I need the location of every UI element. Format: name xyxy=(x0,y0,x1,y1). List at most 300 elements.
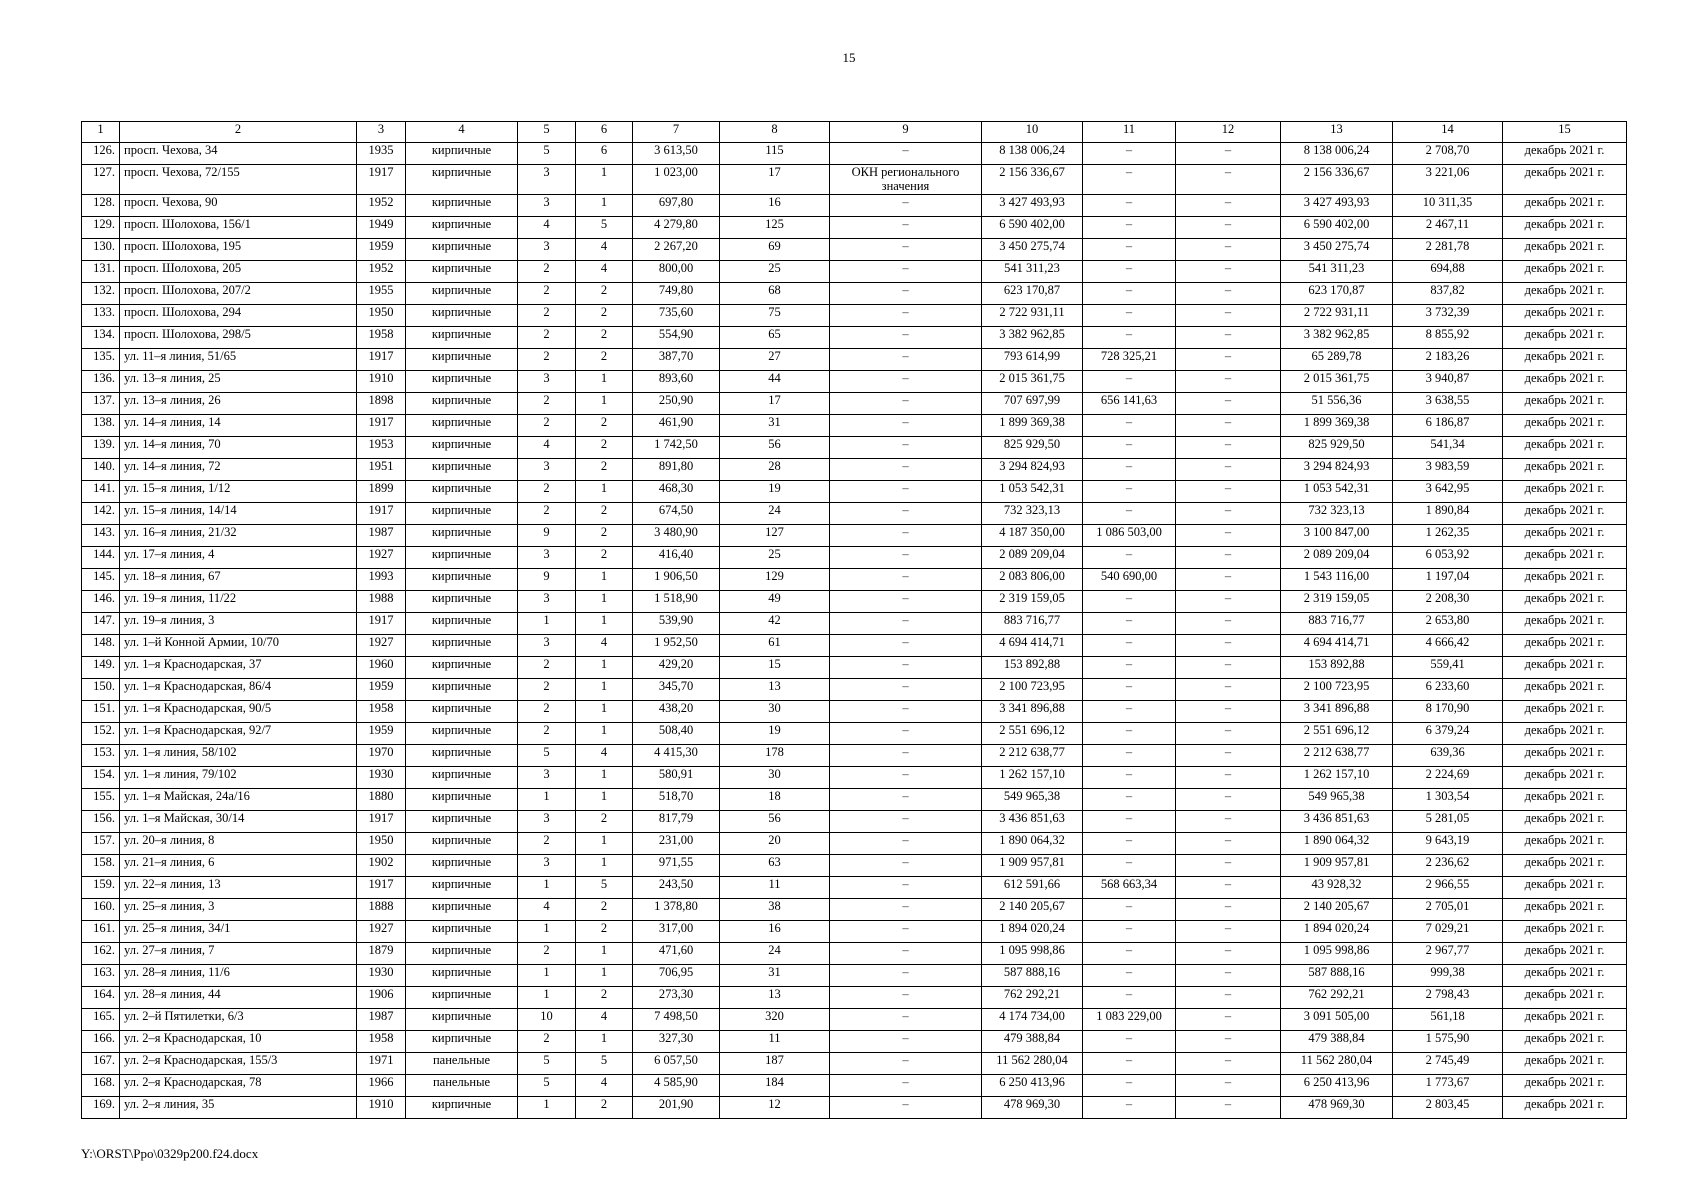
cell-col-3: 1917 xyxy=(357,810,406,832)
cell-col-1: 156. xyxy=(82,810,120,832)
cell-col-1: 155. xyxy=(82,788,120,810)
cell-col-4: кирпичные xyxy=(406,964,518,986)
cell-col-8: 42 xyxy=(720,612,830,634)
cell-col-11: – xyxy=(1083,656,1176,678)
cell-col-3: 1951 xyxy=(357,458,406,480)
cell-col-7: 518,70 xyxy=(633,788,720,810)
cell-col-3: 1917 xyxy=(357,876,406,898)
cell-col-8: 69 xyxy=(720,238,830,260)
column-header-7: 7 xyxy=(633,122,720,143)
cell-col-8: 125 xyxy=(720,216,830,238)
cell-col-8: 75 xyxy=(720,304,830,326)
cell-col-4: кирпичные xyxy=(406,766,518,788)
cell-col-6: 4 xyxy=(576,238,633,260)
cell-col-5: 1 xyxy=(518,612,576,634)
cell-col-9: – xyxy=(830,876,982,898)
cell-col-4: кирпичные xyxy=(406,1096,518,1118)
table-row xyxy=(82,392,1627,414)
cell-col-1: 130. xyxy=(82,238,120,260)
cell-col-14: 2 798,43 xyxy=(1393,986,1503,1008)
column-header-3: 3 xyxy=(357,122,406,143)
cell-col-15: декабрь 2021 г. xyxy=(1503,634,1627,656)
cell-col-9: – xyxy=(830,348,982,370)
cell-col-6: 4 xyxy=(576,634,633,656)
cell-col-4: кирпичные xyxy=(406,590,518,612)
cell-col-13: 2 100 723,95 xyxy=(1281,678,1393,700)
cell-col-6: 2 xyxy=(576,524,633,546)
cell-col-1: 143. xyxy=(82,524,120,546)
cell-col-5: 2 xyxy=(518,326,576,348)
table-row xyxy=(82,678,1627,700)
cell-col-11: – xyxy=(1083,1052,1176,1074)
cell-col-4: кирпичные xyxy=(406,568,518,590)
cell-col-10: 541 311,23 xyxy=(982,260,1083,282)
cell-col-4: кирпичные xyxy=(406,414,518,436)
cell-col-14: 3 221,06 xyxy=(1393,165,1503,195)
cell-col-8: 184 xyxy=(720,1074,830,1096)
cell-col-5: 1 xyxy=(518,1096,576,1118)
cell-col-13: 1 095 998,86 xyxy=(1281,942,1393,964)
cell-col-12: – xyxy=(1176,832,1281,854)
cell-col-6: 2 xyxy=(576,414,633,436)
cell-col-8: 25 xyxy=(720,260,830,282)
cell-col-6: 1 xyxy=(576,590,633,612)
cell-col-14: 2 803,45 xyxy=(1393,1096,1503,1118)
cell-col-9: – xyxy=(830,1096,982,1118)
table-row xyxy=(82,1052,1627,1074)
cell-col-1: 166. xyxy=(82,1030,120,1052)
cell-col-10: 707 697,99 xyxy=(982,392,1083,414)
cell-col-8: 16 xyxy=(720,920,830,942)
cell-col-7: 387,70 xyxy=(633,348,720,370)
cell-col-11: – xyxy=(1083,678,1176,700)
cell-col-2: ул. 25–я линия, 3 xyxy=(120,898,357,920)
cell-col-2: ул. 14–я линия, 70 xyxy=(120,436,357,458)
cell-col-12: – xyxy=(1176,502,1281,524)
cell-col-2: ул. 1–й Конной Армии, 10/70 xyxy=(120,634,357,656)
cell-col-14: 2 281,78 xyxy=(1393,238,1503,260)
cell-col-8: 25 xyxy=(720,546,830,568)
cell-col-9: – xyxy=(830,260,982,282)
cell-col-10: 825 929,50 xyxy=(982,436,1083,458)
cell-col-7: 1 742,50 xyxy=(633,436,720,458)
cell-col-15: декабрь 2021 г. xyxy=(1503,414,1627,436)
cell-col-9: – xyxy=(830,964,982,986)
cell-col-11: – xyxy=(1083,810,1176,832)
cell-col-3: 1917 xyxy=(357,348,406,370)
cell-col-5: 9 xyxy=(518,524,576,546)
cell-col-11: – xyxy=(1083,964,1176,986)
cell-col-5: 3 xyxy=(518,766,576,788)
cell-col-10: 612 591,66 xyxy=(982,876,1083,898)
cell-col-8: 18 xyxy=(720,788,830,810)
cell-col-7: 1 023,00 xyxy=(633,165,720,195)
cell-col-11: – xyxy=(1083,1096,1176,1118)
cell-col-2: ул. 21–я линия, 6 xyxy=(120,854,357,876)
cell-col-2: ул. 28–я линия, 11/6 xyxy=(120,964,357,986)
cell-col-6: 2 xyxy=(576,326,633,348)
cell-col-2: просп. Шолохова, 156/1 xyxy=(120,216,357,238)
cell-col-5: 5 xyxy=(518,143,576,165)
cell-col-4: кирпичные xyxy=(406,942,518,964)
cell-col-1: 149. xyxy=(82,656,120,678)
cell-col-4: кирпичные xyxy=(406,1008,518,1030)
cell-col-1: 168. xyxy=(82,1074,120,1096)
cell-col-7: 1 952,50 xyxy=(633,634,720,656)
cell-col-1: 165. xyxy=(82,1008,120,1030)
cell-col-3: 1993 xyxy=(357,568,406,590)
cell-col-9: – xyxy=(830,766,982,788)
cell-col-10: 6 590 402,00 xyxy=(982,216,1083,238)
cell-col-7: 749,80 xyxy=(633,282,720,304)
table-row xyxy=(82,766,1627,788)
cell-col-11: – xyxy=(1083,700,1176,722)
table-row xyxy=(82,194,1627,216)
table-row xyxy=(82,238,1627,260)
cell-col-1: 158. xyxy=(82,854,120,876)
cell-col-1: 161. xyxy=(82,920,120,942)
cell-col-4: кирпичные xyxy=(406,216,518,238)
table-row xyxy=(82,546,1627,568)
cell-col-15: декабрь 2021 г. xyxy=(1503,612,1627,634)
cell-col-7: 243,50 xyxy=(633,876,720,898)
cell-col-2: ул. 15–я линия, 1/12 xyxy=(120,480,357,502)
cell-col-8: 28 xyxy=(720,458,830,480)
table-row xyxy=(82,942,1627,964)
cell-col-10: 3 294 824,93 xyxy=(982,458,1083,480)
cell-col-12: – xyxy=(1176,282,1281,304)
cell-col-8: 13 xyxy=(720,678,830,700)
cell-col-13: 3 450 275,74 xyxy=(1281,238,1393,260)
cell-col-13: 1 894 020,24 xyxy=(1281,920,1393,942)
cell-col-14: 1 197,04 xyxy=(1393,568,1503,590)
cell-col-11: – xyxy=(1083,1074,1176,1096)
cell-col-12: – xyxy=(1176,524,1281,546)
cell-col-15: декабрь 2021 г. xyxy=(1503,546,1627,568)
cell-col-3: 1917 xyxy=(357,612,406,634)
cell-col-3: 1917 xyxy=(357,165,406,195)
cell-col-15: декабрь 2021 г. xyxy=(1503,942,1627,964)
cell-col-6: 2 xyxy=(576,1096,633,1118)
cell-col-1: 145. xyxy=(82,568,120,590)
cell-col-1: 146. xyxy=(82,590,120,612)
cell-col-12: – xyxy=(1176,1074,1281,1096)
cell-col-15: декабрь 2021 г. xyxy=(1503,216,1627,238)
cell-col-11: – xyxy=(1083,458,1176,480)
cell-col-3: 1959 xyxy=(357,678,406,700)
cell-col-2: ул. 15–я линия, 14/14 xyxy=(120,502,357,524)
cell-col-11: – xyxy=(1083,238,1176,260)
cell-col-14: 561,18 xyxy=(1393,1008,1503,1030)
cell-col-1: 136. xyxy=(82,370,120,392)
cell-col-8: 115 xyxy=(720,143,830,165)
cell-col-13: 11 562 280,04 xyxy=(1281,1052,1393,1074)
cell-col-6: 1 xyxy=(576,165,633,195)
cell-col-11: – xyxy=(1083,590,1176,612)
cell-col-1: 160. xyxy=(82,898,120,920)
cell-col-6: 1 xyxy=(576,656,633,678)
cell-col-9: – xyxy=(830,546,982,568)
cell-col-7: 706,95 xyxy=(633,964,720,986)
cell-col-8: 56 xyxy=(720,810,830,832)
cell-col-8: 320 xyxy=(720,1008,830,1030)
cell-col-10: 2 015 361,75 xyxy=(982,370,1083,392)
cell-col-4: кирпичные xyxy=(406,194,518,216)
cell-col-1: 150. xyxy=(82,678,120,700)
cell-col-1: 131. xyxy=(82,260,120,282)
cell-col-7: 7 498,50 xyxy=(633,1008,720,1030)
cell-col-10: 1 894 020,24 xyxy=(982,920,1083,942)
cell-col-8: 17 xyxy=(720,392,830,414)
cell-col-15: декабрь 2021 г. xyxy=(1503,1008,1627,1030)
cell-col-6: 2 xyxy=(576,502,633,524)
table-row xyxy=(82,722,1627,744)
cell-col-12: – xyxy=(1176,920,1281,942)
cell-col-7: 429,20 xyxy=(633,656,720,678)
cell-col-4: кирпичные xyxy=(406,678,518,700)
cell-col-4: кирпичные xyxy=(406,436,518,458)
cell-col-10: 1 095 998,86 xyxy=(982,942,1083,964)
cell-col-9: – xyxy=(830,1074,982,1096)
cell-col-3: 1927 xyxy=(357,920,406,942)
cell-col-6: 1 xyxy=(576,1030,633,1052)
cell-col-6: 2 xyxy=(576,304,633,326)
table-row xyxy=(82,700,1627,722)
cell-col-2: ул. 19–я линия, 3 xyxy=(120,612,357,634)
cell-col-6: 4 xyxy=(576,1008,633,1030)
cell-col-10: 1 899 369,38 xyxy=(982,414,1083,436)
cell-col-5: 4 xyxy=(518,436,576,458)
cell-col-3: 1987 xyxy=(357,1008,406,1030)
cell-col-6: 1 xyxy=(576,766,633,788)
cell-col-9: – xyxy=(830,216,982,238)
cell-col-9: – xyxy=(830,194,982,216)
cell-col-1: 141. xyxy=(82,480,120,502)
cell-col-10: 4 187 350,00 xyxy=(982,524,1083,546)
cell-col-4: кирпичные xyxy=(406,165,518,195)
cell-col-14: 3 638,55 xyxy=(1393,392,1503,414)
cell-col-5: 2 xyxy=(518,282,576,304)
column-header-1: 1 xyxy=(82,122,120,143)
cell-col-3: 1917 xyxy=(357,502,406,524)
cell-col-8: 129 xyxy=(720,568,830,590)
cell-col-9: – xyxy=(830,414,982,436)
cell-col-1: 127. xyxy=(82,165,120,195)
cell-col-13: 2 319 159,05 xyxy=(1281,590,1393,612)
cell-col-5: 2 xyxy=(518,502,576,524)
cell-col-12: – xyxy=(1176,898,1281,920)
table-row xyxy=(82,568,1627,590)
cell-col-6: 2 xyxy=(576,920,633,942)
cell-col-5: 9 xyxy=(518,568,576,590)
cell-col-14: 2 183,26 xyxy=(1393,348,1503,370)
cell-col-4: кирпичные xyxy=(406,722,518,744)
cell-col-3: 1988 xyxy=(357,590,406,612)
cell-col-12: – xyxy=(1176,656,1281,678)
cell-col-12: – xyxy=(1176,194,1281,216)
cell-col-12: – xyxy=(1176,436,1281,458)
cell-col-13: 4 694 414,71 xyxy=(1281,634,1393,656)
cell-col-8: 17 xyxy=(720,165,830,195)
cell-col-5: 2 xyxy=(518,656,576,678)
cell-col-7: 674,50 xyxy=(633,502,720,524)
cell-col-3: 1899 xyxy=(357,480,406,502)
cell-col-14: 2 653,80 xyxy=(1393,612,1503,634)
cell-col-12: – xyxy=(1176,1008,1281,1030)
cell-col-15: декабрь 2021 г. xyxy=(1503,568,1627,590)
cell-col-3: 1902 xyxy=(357,854,406,876)
cell-col-6: 4 xyxy=(576,260,633,282)
cell-col-2: ул. 2–я Краснодарская, 10 xyxy=(120,1030,357,1052)
cell-col-1: 167. xyxy=(82,1052,120,1074)
cell-col-10: 732 323,13 xyxy=(982,502,1083,524)
cell-col-12: – xyxy=(1176,986,1281,1008)
cell-col-7: 800,00 xyxy=(633,260,720,282)
cell-col-8: 20 xyxy=(720,832,830,854)
cell-col-4: панельные xyxy=(406,1074,518,1096)
cell-col-4: кирпичные xyxy=(406,458,518,480)
cell-col-9: – xyxy=(830,656,982,678)
cell-col-10: 3 382 962,85 xyxy=(982,326,1083,348)
column-header-15: 15 xyxy=(1503,122,1627,143)
cell-col-3: 1987 xyxy=(357,524,406,546)
cell-col-1: 128. xyxy=(82,194,120,216)
cell-col-15: декабрь 2021 г. xyxy=(1503,986,1627,1008)
cell-col-12: – xyxy=(1176,854,1281,876)
cell-col-10: 2 140 205,67 xyxy=(982,898,1083,920)
cell-col-1: 159. xyxy=(82,876,120,898)
cell-col-9: – xyxy=(830,524,982,546)
cell-col-14: 7 029,21 xyxy=(1393,920,1503,942)
cell-col-4: кирпичные xyxy=(406,700,518,722)
cell-col-10: 1 262 157,10 xyxy=(982,766,1083,788)
cell-col-10: 8 138 006,24 xyxy=(982,143,1083,165)
table-row xyxy=(82,788,1627,810)
cell-col-10: 1 890 064,32 xyxy=(982,832,1083,854)
cell-col-13: 43 928,32 xyxy=(1281,876,1393,898)
cell-col-2: ул. 17–я линия, 4 xyxy=(120,546,357,568)
cell-col-13: 1 909 957,81 xyxy=(1281,854,1393,876)
cell-col-14: 6 053,92 xyxy=(1393,546,1503,568)
cell-col-8: 19 xyxy=(720,480,830,502)
cell-col-9: – xyxy=(830,392,982,414)
cell-col-6: 1 xyxy=(576,392,633,414)
cell-col-6: 5 xyxy=(576,216,633,238)
cell-col-5: 5 xyxy=(518,1074,576,1096)
cell-col-15: декабрь 2021 г. xyxy=(1503,788,1627,810)
cell-col-14: 639,36 xyxy=(1393,744,1503,766)
table-row xyxy=(82,590,1627,612)
cell-col-11: – xyxy=(1083,304,1176,326)
cell-col-2: ул. 1–я Краснодарская, 37 xyxy=(120,656,357,678)
cell-col-7: 1 518,90 xyxy=(633,590,720,612)
cell-col-1: 152. xyxy=(82,722,120,744)
table-row xyxy=(82,810,1627,832)
cell-col-4: кирпичные xyxy=(406,832,518,854)
housing-register-table xyxy=(81,121,1627,1119)
cell-col-12: – xyxy=(1176,392,1281,414)
cell-col-6: 4 xyxy=(576,1074,633,1096)
cell-col-6: 2 xyxy=(576,282,633,304)
cell-col-15: декабрь 2021 г. xyxy=(1503,766,1627,788)
cell-col-11: – xyxy=(1083,942,1176,964)
cell-col-6: 2 xyxy=(576,436,633,458)
column-header-5: 5 xyxy=(518,122,576,143)
cell-col-4: кирпичные xyxy=(406,546,518,568)
table-row xyxy=(82,634,1627,656)
cell-col-14: 2 236,62 xyxy=(1393,854,1503,876)
cell-col-12: – xyxy=(1176,165,1281,195)
cell-col-3: 1898 xyxy=(357,392,406,414)
cell-col-2: ул. 14–я линия, 72 xyxy=(120,458,357,480)
cell-col-4: кирпичные xyxy=(406,612,518,634)
cell-col-2: ул. 11–я линия, 51/65 xyxy=(120,348,357,370)
cell-col-7: 735,60 xyxy=(633,304,720,326)
column-header-14: 14 xyxy=(1393,122,1503,143)
cell-col-7: 4 415,30 xyxy=(633,744,720,766)
cell-col-11: – xyxy=(1083,165,1176,195)
cell-col-10: 1 909 957,81 xyxy=(982,854,1083,876)
cell-col-7: 893,60 xyxy=(633,370,720,392)
cell-col-13: 2 156 336,67 xyxy=(1281,165,1393,195)
cell-col-10: 3 341 896,88 xyxy=(982,700,1083,722)
cell-col-12: – xyxy=(1176,612,1281,634)
cell-col-5: 2 xyxy=(518,414,576,436)
cell-col-2: ул. 1–я Майская, 30/14 xyxy=(120,810,357,832)
cell-col-4: кирпичные xyxy=(406,810,518,832)
cell-col-13: 2 140 205,67 xyxy=(1281,898,1393,920)
cell-col-14: 541,34 xyxy=(1393,436,1503,458)
cell-col-10: 2 212 638,77 xyxy=(982,744,1083,766)
cell-col-8: 27 xyxy=(720,348,830,370)
cell-col-6: 1 xyxy=(576,788,633,810)
cell-col-7: 461,90 xyxy=(633,414,720,436)
cell-col-4: кирпичные xyxy=(406,986,518,1008)
cell-col-15: декабрь 2021 г. xyxy=(1503,700,1627,722)
cell-col-3: 1952 xyxy=(357,194,406,216)
cell-col-15: декабрь 2021 г. xyxy=(1503,458,1627,480)
cell-col-15: декабрь 2021 г. xyxy=(1503,722,1627,744)
cell-col-13: 2 212 638,77 xyxy=(1281,744,1393,766)
cell-col-14: 999,38 xyxy=(1393,964,1503,986)
cell-col-4: кирпичные xyxy=(406,524,518,546)
cell-col-3: 1949 xyxy=(357,216,406,238)
cell-col-5: 3 xyxy=(518,810,576,832)
cell-col-8: 31 xyxy=(720,964,830,986)
cell-col-11: – xyxy=(1083,744,1176,766)
cell-col-8: 178 xyxy=(720,744,830,766)
cell-col-11: 1 086 503,00 xyxy=(1083,524,1176,546)
cell-col-4: кирпичные xyxy=(406,634,518,656)
cell-col-11: – xyxy=(1083,788,1176,810)
cell-col-9: – xyxy=(830,143,982,165)
cell-col-1: 133. xyxy=(82,304,120,326)
cell-col-5: 2 xyxy=(518,392,576,414)
cell-col-14: 2 745,49 xyxy=(1393,1052,1503,1074)
cell-col-15: декабрь 2021 г. xyxy=(1503,392,1627,414)
table-row xyxy=(82,656,1627,678)
cell-col-9: – xyxy=(830,678,982,700)
cell-col-10: 762 292,21 xyxy=(982,986,1083,1008)
cell-col-13: 1 543 116,00 xyxy=(1281,568,1393,590)
cell-col-6: 2 xyxy=(576,348,633,370)
cell-col-3: 1953 xyxy=(357,436,406,458)
cell-col-2: ул. 19–я линия, 11/22 xyxy=(120,590,357,612)
cell-col-8: 61 xyxy=(720,634,830,656)
cell-col-7: 539,90 xyxy=(633,612,720,634)
cell-col-12: – xyxy=(1176,260,1281,282)
cell-col-6: 2 xyxy=(576,810,633,832)
